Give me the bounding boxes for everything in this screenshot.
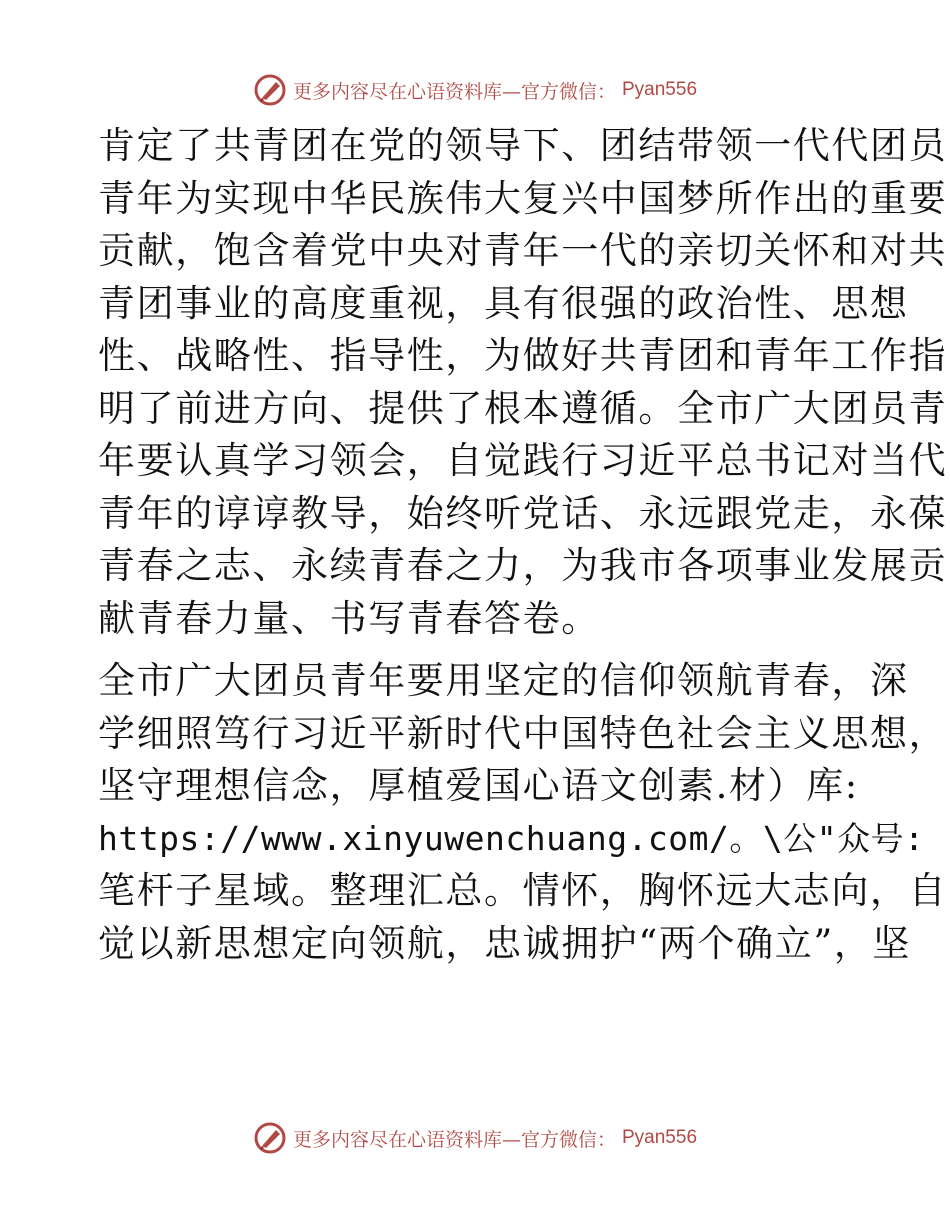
paragraph-gap xyxy=(98,645,858,655)
text-line: 笔杆子星域。整理汇总。情怀，胸怀远大志向，自 xyxy=(98,869,948,912)
text-line: 学细照笃行习近平新时代中国特色社会主义思想， xyxy=(98,711,948,755)
pen-logo-icon xyxy=(253,1121,287,1155)
text-line: 年要认真学习领会，自觉践行习近平总书记对当代 xyxy=(98,439,948,482)
paragraph-2 xyxy=(98,655,948,970)
document-body xyxy=(98,120,948,970)
url-line: https://www.xinyuwenchuang.com/。\公"众号: xyxy=(98,818,925,858)
page-header xyxy=(0,70,950,110)
text-line: 坚守理想信念，厚植爱国心语文创素.材）库: xyxy=(98,764,859,807)
page-footer xyxy=(0,1118,950,1158)
header-wechat-id: Pyan556 xyxy=(622,79,698,100)
pen-logo-icon xyxy=(253,73,287,107)
text-line: 性、战略性、指导性，为做好共青团和青年工作指 xyxy=(98,334,948,377)
text-line: 青年的谆谆教导，始终听党话、永远跟党走，永葆 xyxy=(98,491,948,535)
paragraph-1 xyxy=(98,120,948,645)
text-line: 贡献，饱含着党中央对青年一代的亲切关怀和对共 xyxy=(98,229,948,272)
footer-wechat-id: Pyan556 xyxy=(622,1127,698,1148)
text-line: 青春之志、永续青春之力，为我市各项事业发展贡 xyxy=(98,544,948,587)
header-banner-text: 更多内容尽在心语资料库—官方微信： xyxy=(292,80,616,103)
text-line: 明了前进方向、提供了根本遵循。全市广大团员青 xyxy=(98,386,948,430)
header-banner xyxy=(253,73,697,107)
text-line: 青年为实现中华民族伟大复兴中国梦所作出的重要 xyxy=(98,176,948,220)
text-line: 全市广大团员青年要用坚定的信仰领航青春，深 xyxy=(98,659,909,702)
text-line: 肯定了共青团在党的领导下、团结带领一代代团员 xyxy=(98,124,948,167)
footer-banner xyxy=(253,1121,697,1155)
text-line: 觉以新思想定向领航，忠诚拥护“两个确立”，坚 xyxy=(98,921,912,965)
footer-banner-text: 更多内容尽在心语资料库—官方微信： xyxy=(292,1128,616,1151)
text-line: 青团事业的高度重视，具有很强的政治性、思想 xyxy=(98,281,909,325)
text-line: 献青春力量、书写青春答卷。 xyxy=(98,596,600,640)
